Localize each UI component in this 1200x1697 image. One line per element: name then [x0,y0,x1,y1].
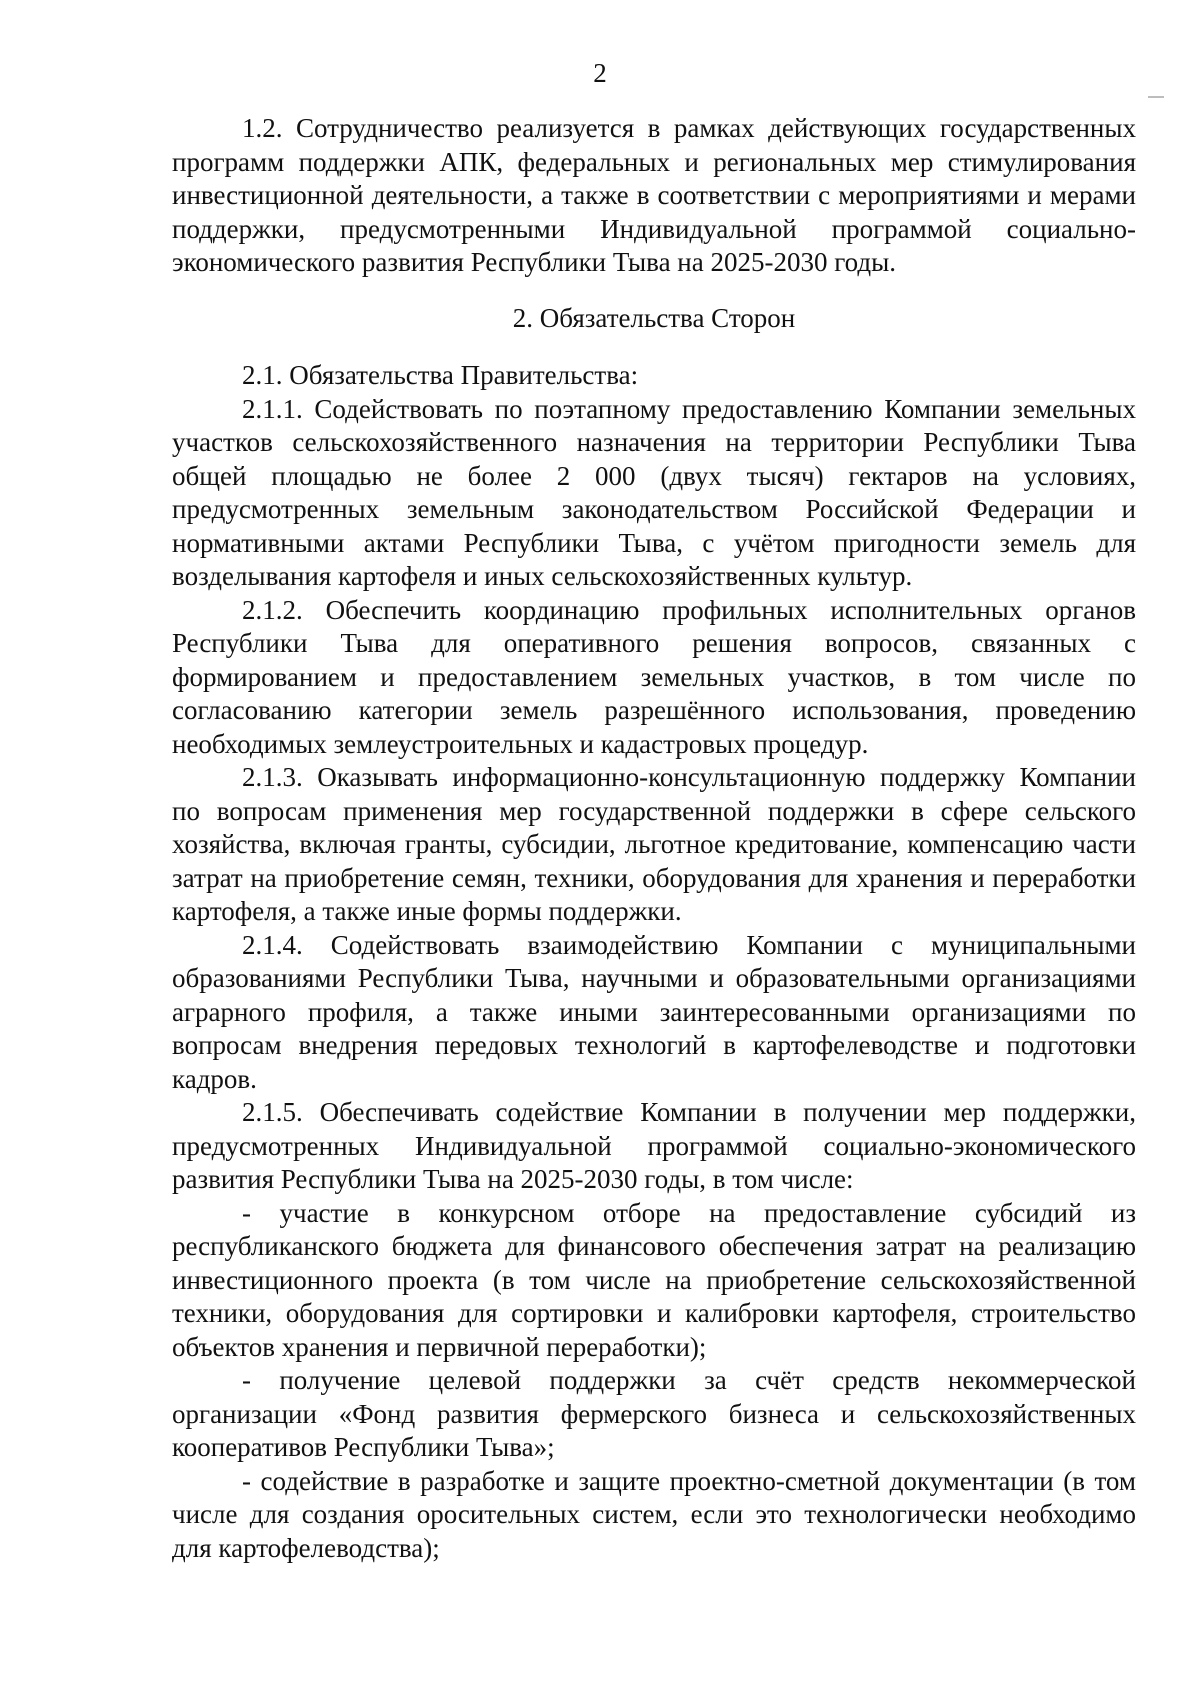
section-heading-obligations: 2. Обязательства Сторон [512,302,796,333]
subsection-heading-government: 2.1. Обязательства Правительства: [242,360,639,390]
document-body [172,112,1136,1565]
clause-2-1-3: 2.1.3. Оказывать информационно-консультационную поддержку Компании по вопросам применения мер государственной поддержки в сфере сельского хозяйства, включая гранты, субсидии, льготное кредитование, компенсацию части затрат на приобретение семян, техники, оборудования для хранения и переработки картофеля, а также иные формы поддержки. [172,762,1136,926]
clause-2-1-5: 2.1.5. Обеспечивать содействие Компании в получении мер поддержки, предусмотренных Индивидуальной программой социально-экономического развития Республики Тыва на 2025-2030 годы, в том числе: [172,1097,1136,1194]
page-number: 2 [593,58,607,88]
support-measure-item: - участие в конкурсном отборе на предоставление субсидий из республиканского бюджета для финансового обеспечения затрат на реализацию инвестиционного проекта (в том числе на приобретение сельскохозяйственной техники, оборудования для сортировки и калибровки картофеля, строительство объектов хранения и первичной переработки); [172,1197,1136,1362]
clause-2-1-1: 2.1.1. Содействовать по поэтапному предоставлению Компании земельных участков сельскохозяйственного назначения на территории Республики Тыва общей площадью не более 2 000 (двух тысяч) гектаров на условиях, предусмотренных земельным законодательством Российской Федерации и нормативными актами Республики Тыва, с учётом пригодности земель для возделывания картофеля и иных сельскохозяйственных культур. [172,393,1136,591]
support-measure-item: - содействие в разработке и защите проектно-сметной документации (в том числе для создания оросительных систем, если это технологически необходимо для картофелеводства); [172,1465,1136,1563]
paragraph-1-2: 1.2. Сотрудничество реализуется в рамках действующих государственных программ поддержки АПК, федеральных и региональных мер стимулирования инвестиционной деятельности, а также в соответствии с мероприятиями и мерами поддержки, предусмотренными Индивидуальной программой социально-экономического развития Республики Тыва на 2025-2030 годы. [172,113,1136,277]
support-measure-item: - получение целевой поддержки за счёт средств некоммерческой организации «Фонд развития фермерского бизнеса и сельскохозяйственных кооперативов Республики Тыва»; [172,1365,1136,1462]
clause-2-1-2: 2.1.2. Обеспечить координацию профильных исполнительных органов Республики Тыва для оперативного решения вопросов, связанных с формированием и предоставлением земельных участков, в том числе по согласованию категории земель разрешённого использования, проведению необходимых землеустроительных и кадастровых процедур. [172,594,1136,759]
clause-2-1-4: 2.1.4. Содействовать взаимодействию Компании с муниципальными образованиями Республики Тыва, научными и образовательными организациями аграрного профиля, а также иными заинтересованными организациями по вопросам внедрения передовых технологий в картофелеводстве и подготовки кадров. [172,929,1136,1094]
scan-margin-mark [1148,96,1164,98]
support-measures-list [172,1197,1136,1566]
